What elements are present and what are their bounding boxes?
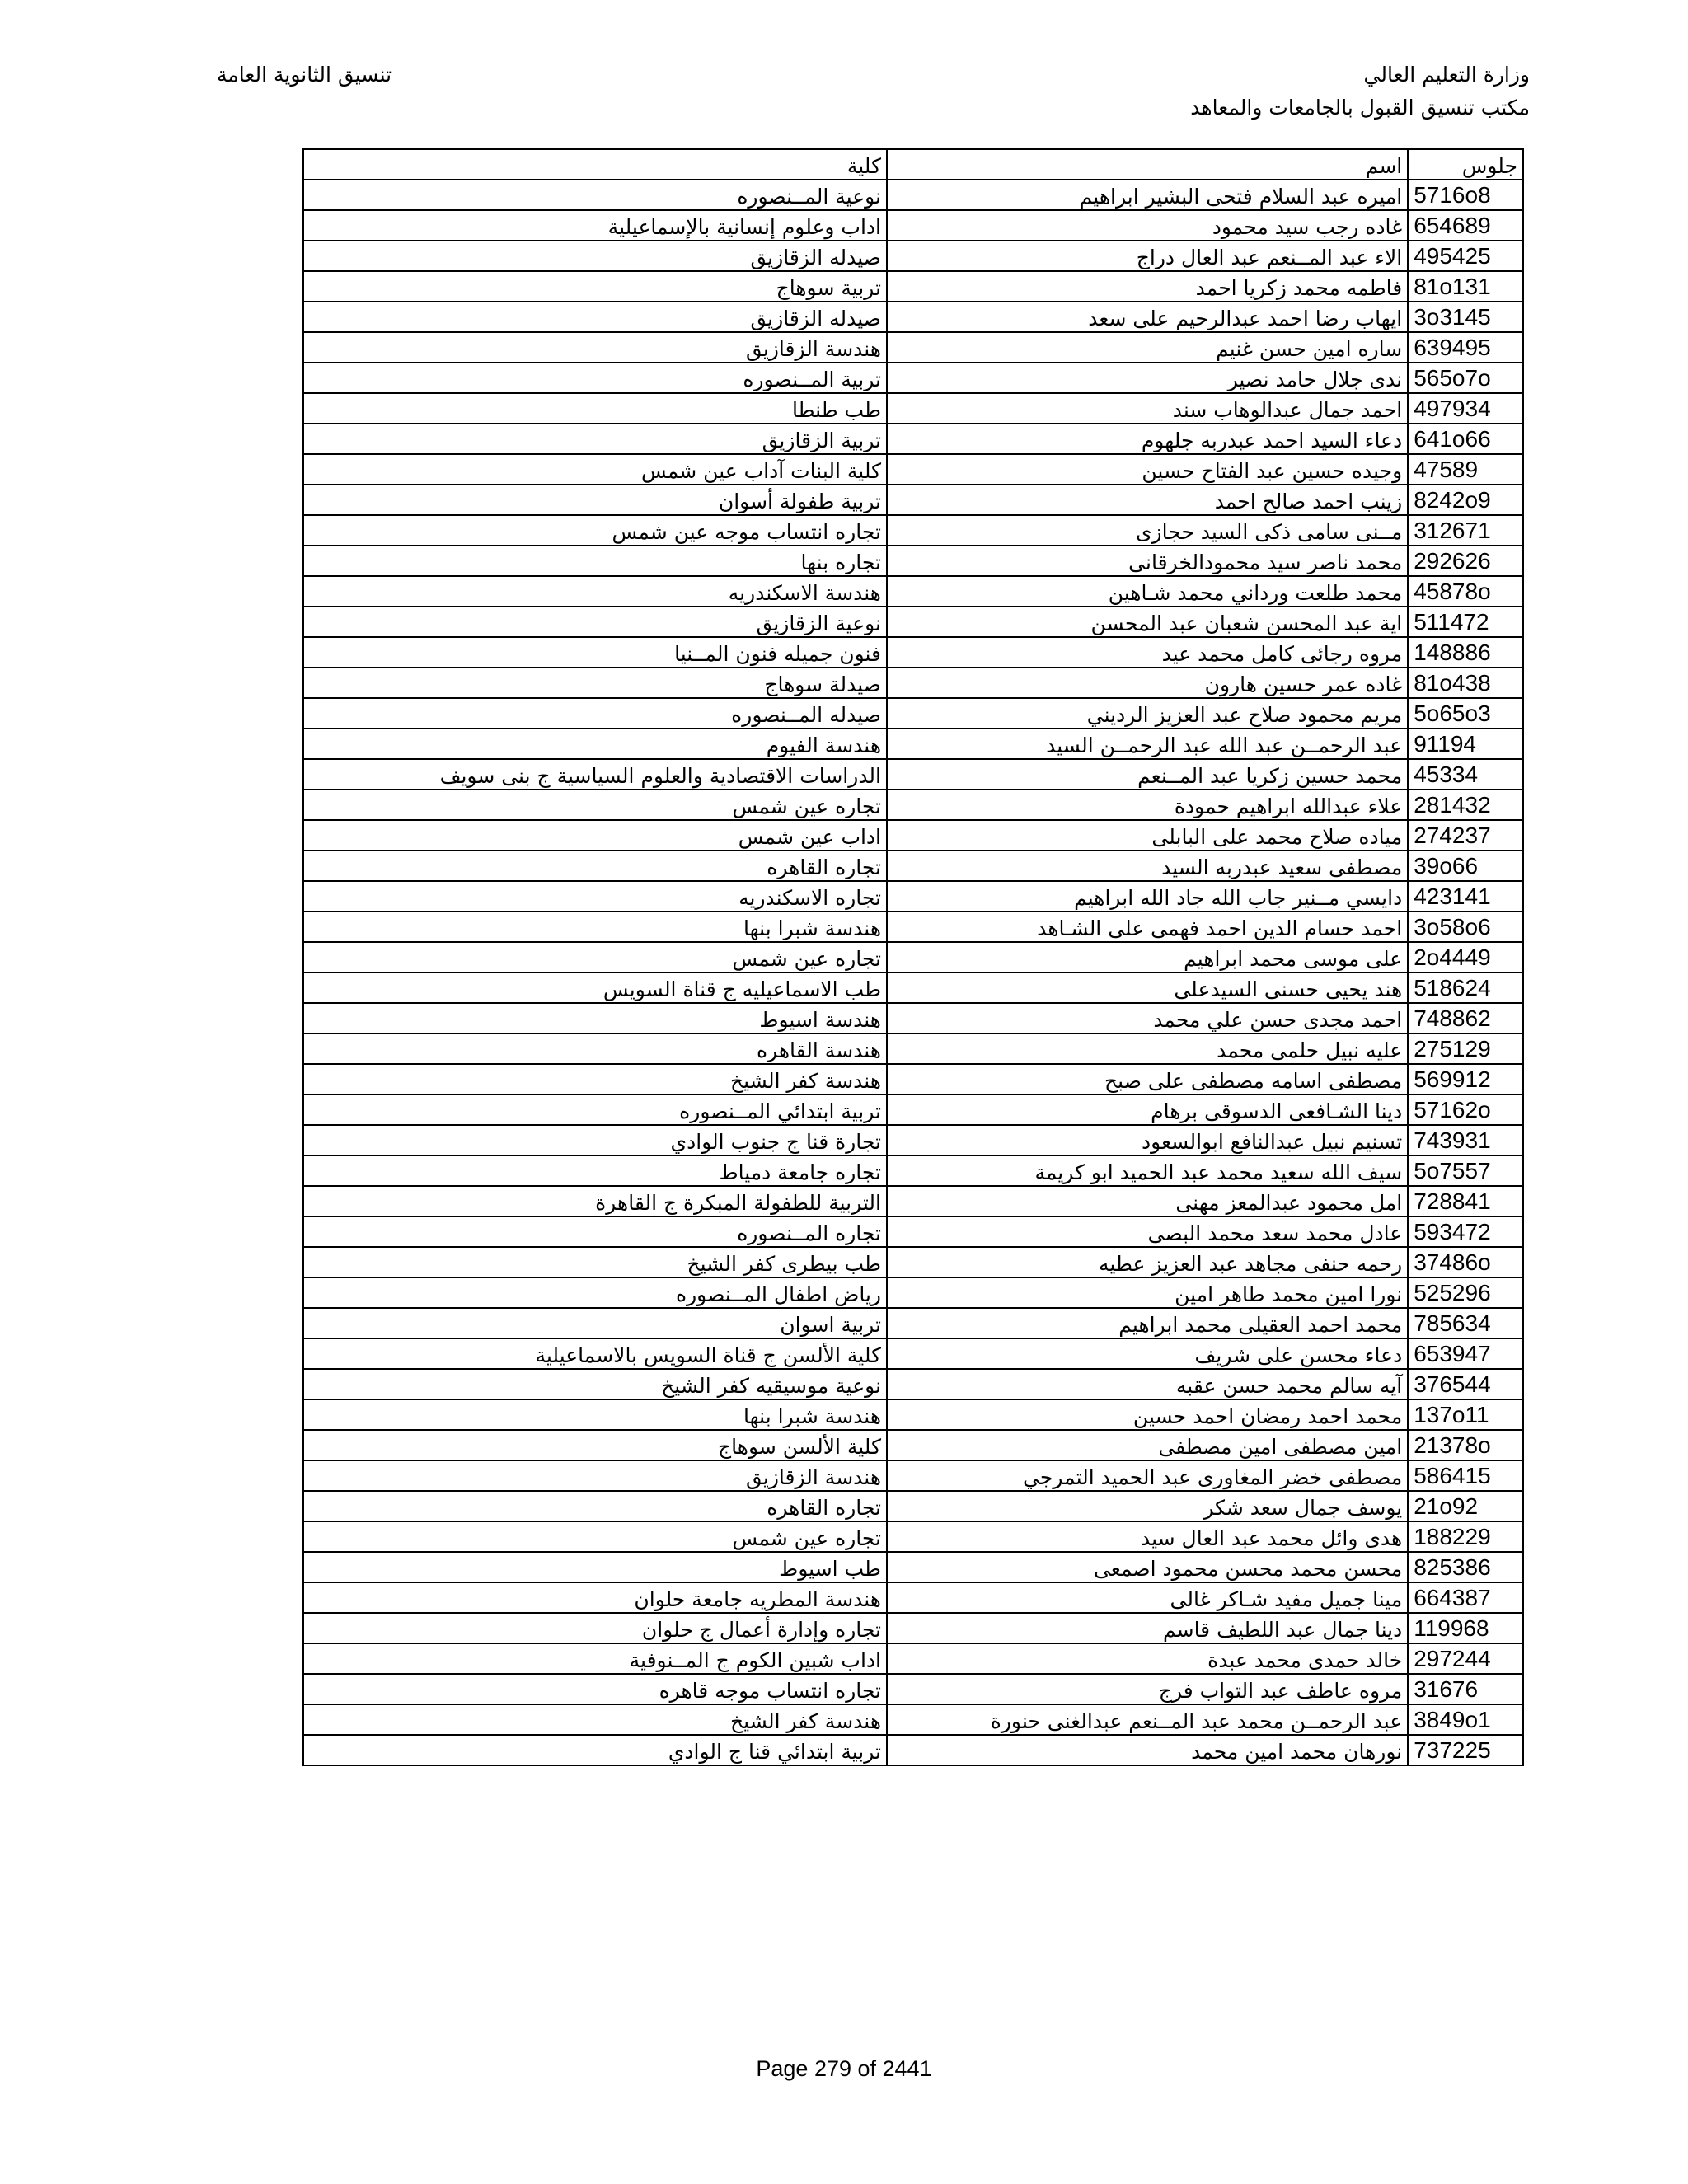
faculty-cell: تجاره القاهره	[303, 851, 887, 881]
faculty-cell: التربية للطفولة المبكرة ج القاهرة	[303, 1186, 887, 1216]
faculty-cell: هندسة كفر الشيخ	[303, 1064, 887, 1094]
table-row	[303, 607, 1523, 637]
faculty-cell: تجاره انتساب موجه قاهره	[303, 1674, 887, 1704]
table-row	[303, 1064, 1523, 1094]
table-row	[303, 1308, 1523, 1338]
student-name-cell: دعاء محسن على شريف	[887, 1338, 1408, 1369]
table-row	[303, 1216, 1523, 1247]
seat-number-cell: 495425	[1408, 241, 1523, 271]
student-name-cell: دينا جمال عبد اللطيف قاسم	[887, 1613, 1408, 1643]
faculty-cell: تجاره المــنصوره	[303, 1216, 887, 1247]
table-row	[303, 881, 1523, 912]
seat-number-cell: 569912	[1408, 1064, 1523, 1094]
table-row	[303, 546, 1523, 576]
seat-number-cell: 312671	[1408, 515, 1523, 546]
student-name-cell: عبد الرحمــن محمد عبد المــنعم عبدالغنى حنورة	[887, 1704, 1408, 1735]
faculty-cell: هندسة الزقازيق	[303, 1460, 887, 1491]
table-header-row	[303, 149, 1523, 180]
student-name-cell: دعاء السيد احمد عبدربه جلهوم	[887, 424, 1408, 454]
faculty-cell: تجاره القاهره	[303, 1491, 887, 1521]
student-name-cell: على موسى محمد ابراهيم	[887, 942, 1408, 972]
seat-number-cell: 81o438	[1408, 668, 1523, 698]
student-name-cell: ندى جلال حامد نصير	[887, 363, 1408, 393]
table-row	[303, 668, 1523, 698]
ministry-title: وزارة التعليم العالي	[1363, 63, 1530, 87]
student-name-cell: احمد مجدى حسن علي محمد	[887, 1003, 1408, 1033]
faculty-cell: رياض اطفال المــنصوره	[303, 1277, 887, 1308]
seat-number-cell: 5716o8	[1408, 180, 1523, 210]
table-row	[303, 912, 1523, 942]
student-name-cell: علاء عبدالله ابراهيم حمودة	[887, 790, 1408, 820]
faculty-cell: تجاره عين شمس	[303, 942, 887, 972]
seat-number-cell: 81o131	[1408, 271, 1523, 302]
student-name-cell: امل محمود عبدالمعز مهنى	[887, 1186, 1408, 1216]
seat-number-cell: 31676	[1408, 1674, 1523, 1704]
seat-number-cell: 593472	[1408, 1216, 1523, 1247]
seat-number-cell: 3o58o6	[1408, 912, 1523, 942]
student-name-cell: مروه رجائى كامل محمد عيد	[887, 637, 1408, 668]
faculty-cell: تربية اسوان	[303, 1308, 887, 1338]
faculty-cell: صيدلة سوهاج	[303, 668, 887, 698]
seat-number-cell: 639495	[1408, 332, 1523, 363]
table-row	[303, 1125, 1523, 1155]
table-row	[303, 393, 1523, 424]
table-row	[303, 1674, 1523, 1704]
table-row	[303, 576, 1523, 607]
student-name-cell: اية عبد المحسن شعبان عبد المحسن	[887, 607, 1408, 637]
table-row	[303, 363, 1523, 393]
seat-number-cell: 37486o	[1408, 1247, 1523, 1277]
coordination-title: تنسيق الثانوية العامة	[217, 63, 392, 87]
faculty-cell: هندسة الاسكندريه	[303, 576, 887, 607]
table-row	[303, 332, 1523, 363]
column-header-seat: جلوس	[1408, 149, 1523, 180]
student-name-cell: مصطفى خضر المغاورى عبد الحميد التمرجي	[887, 1460, 1408, 1491]
table-row	[303, 820, 1523, 851]
table-row	[303, 1613, 1523, 1643]
faculty-cell: صيدله الزقازيق	[303, 302, 887, 332]
seat-number-cell: 148886	[1408, 637, 1523, 668]
seat-number-cell: 518624	[1408, 972, 1523, 1003]
student-name-cell: هدى وائل محمد عبد العال سيد	[887, 1521, 1408, 1552]
seat-number-cell: 376544	[1408, 1369, 1523, 1399]
faculty-cell: نوعية موسيقيه كفر الشيخ	[303, 1369, 887, 1399]
student-name-cell: محمد احمد العقيلى محمد ابراهيم	[887, 1308, 1408, 1338]
student-name-cell: مصطفى اسامه مصطفى على صبح	[887, 1064, 1408, 1094]
seat-number-cell: 275129	[1408, 1033, 1523, 1064]
student-name-cell: مروه عاطف عبد التواب فرج	[887, 1674, 1408, 1704]
seat-number-cell: 3849o1	[1408, 1704, 1523, 1735]
seat-number-cell: 748862	[1408, 1003, 1523, 1033]
student-name-cell: غاده رجب سيد محمود	[887, 210, 1408, 241]
student-name-cell: زينب احمد صالح احمد	[887, 485, 1408, 515]
seat-number-cell: 825386	[1408, 1552, 1523, 1582]
faculty-cell: طب بيطرى كفر الشيخ	[303, 1247, 887, 1277]
student-name-cell: امين مصطفى امين مصطفى	[887, 1430, 1408, 1460]
faculty-cell: اداب وعلوم إنسانية بالإسماعيلية	[303, 210, 887, 241]
student-name-cell: الاء عبد المــنعم عبد العال دراج	[887, 241, 1408, 271]
seat-number-cell: 2o4449	[1408, 942, 1523, 972]
faculty-cell: طب اسيوط	[303, 1552, 887, 1582]
student-name-cell: احمد جمال عبدالوهاب سند	[887, 393, 1408, 424]
faculty-cell: هندسة الزقازيق	[303, 332, 887, 363]
seat-number-cell: 423141	[1408, 881, 1523, 912]
faculty-cell: كلية البنات آداب عين شمس	[303, 454, 887, 485]
faculty-cell: اداب شبين الكوم ج المــنوفية	[303, 1643, 887, 1674]
table-row	[303, 424, 1523, 454]
student-name-cell: محسن محمد محسن محمود اصمعى	[887, 1552, 1408, 1582]
faculty-cell: فنون جميله فنون المــنيا	[303, 637, 887, 668]
table-row	[303, 454, 1523, 485]
student-name-cell: هند يحيى حسنى السيدعلى	[887, 972, 1408, 1003]
student-name-cell: فاطمه محمد زكريا احمد	[887, 271, 1408, 302]
table-row	[303, 851, 1523, 881]
faculty-cell: كلية الألسن سوهاج	[303, 1430, 887, 1460]
seat-number-cell: 119968	[1408, 1613, 1523, 1643]
student-name-cell: رحمه حنفى مجاهد عبد العزيز عطيه	[887, 1247, 1408, 1277]
table-row	[303, 271, 1523, 302]
faculty-cell: تربية ابتدائي المــنصوره	[303, 1094, 887, 1125]
table-row	[303, 1003, 1523, 1033]
faculty-cell: هندسة اسيوط	[303, 1003, 887, 1033]
table-row	[303, 1430, 1523, 1460]
faculty-cell: هندسة الفيوم	[303, 729, 887, 759]
seat-number-cell: 641o66	[1408, 424, 1523, 454]
student-name-cell: وجيده حسين عبد الفتاح حسين	[887, 454, 1408, 485]
seat-number-cell: 8242o9	[1408, 485, 1523, 515]
student-name-cell: اميره عبد السلام فتحى البشير ابراهيم	[887, 180, 1408, 210]
student-name-cell: محمد احمد رمضان احمد حسين	[887, 1399, 1408, 1430]
faculty-cell: تجاره عين شمس	[303, 1521, 887, 1552]
seat-number-cell: 57162o	[1408, 1094, 1523, 1125]
faculty-cell: تربية طفولة أسوان	[303, 485, 887, 515]
faculty-cell: الدراسات الاقتصادية والعلوم السياسية ج بنى سويف	[303, 759, 887, 790]
seat-number-cell: 785634	[1408, 1308, 1523, 1338]
table-row	[303, 1247, 1523, 1277]
table-row	[303, 637, 1523, 668]
seat-number-cell: 21378o	[1408, 1430, 1523, 1460]
faculty-cell: هندسة القاهره	[303, 1033, 887, 1064]
office-title: مكتب تنسيق القبول بالجامعات والمعاهد	[1190, 96, 1530, 120]
table-row	[303, 1094, 1523, 1125]
table-row	[303, 1338, 1523, 1369]
student-name-cell: محمد حسين زكريا عبد المــنعم	[887, 759, 1408, 790]
student-name-cell: مينا جميل مفيد شـاكر غالى	[887, 1582, 1408, 1613]
seat-number-cell: 45878o	[1408, 576, 1523, 607]
table-row	[303, 302, 1523, 332]
faculty-cell: هندسة كفر الشيخ	[303, 1704, 887, 1735]
table-row	[303, 1735, 1523, 1765]
student-name-cell: سيف الله سعيد محمد عبد الحميد ابو كريمة	[887, 1155, 1408, 1186]
table-row	[303, 1552, 1523, 1582]
student-name-cell: نورهان محمد امين محمد	[887, 1735, 1408, 1765]
admissions-table	[302, 148, 1524, 1766]
student-name-cell: محمد ناصر سيد محمودالخرقانى	[887, 546, 1408, 576]
student-name-cell: مياده صلاح محمد على البابلى	[887, 820, 1408, 851]
student-name-cell: عبد الرحمــن عبد الله عبد الرحمــن السيد	[887, 729, 1408, 759]
student-name-cell: خالد حمدى محمد عبدة	[887, 1643, 1408, 1674]
page-number: Page 279 of 2441	[756, 2056, 932, 2081]
seat-number-cell: 21o92	[1408, 1491, 1523, 1521]
table-row	[303, 1369, 1523, 1399]
table-row	[303, 210, 1523, 241]
faculty-cell: طب طنطا	[303, 393, 887, 424]
student-name-cell: عليه نبيل حلمى محمد	[887, 1033, 1408, 1064]
seat-number-cell: 654689	[1408, 210, 1523, 241]
column-header-name: اسم	[887, 149, 1408, 180]
table-row	[303, 729, 1523, 759]
student-name-cell: يوسف جمال سعد شكر	[887, 1491, 1408, 1521]
student-name-cell: غاده عمر حسين هارون	[887, 668, 1408, 698]
seat-number-cell: 47589	[1408, 454, 1523, 485]
table-row	[303, 942, 1523, 972]
seat-number-cell: 188229	[1408, 1521, 1523, 1552]
seat-number-cell: 565o7o	[1408, 363, 1523, 393]
seat-number-cell: 91194	[1408, 729, 1523, 759]
seat-number-cell: 653947	[1408, 1338, 1523, 1369]
faculty-cell: صيدله الزقازيق	[303, 241, 887, 271]
column-header-faculty: كلية	[303, 149, 887, 180]
faculty-cell: تربية سوهاج	[303, 271, 887, 302]
faculty-cell: كلية الألسن ج قناة السويس بالاسماعيلية	[303, 1338, 887, 1369]
student-name-cell: دينا الشـافعى الدسوقى برهام	[887, 1094, 1408, 1125]
seat-number-cell: 743931	[1408, 1125, 1523, 1155]
seat-number-cell: 664387	[1408, 1582, 1523, 1613]
seat-number-cell: 297244	[1408, 1643, 1523, 1674]
seat-number-cell: 45334	[1408, 759, 1523, 790]
faculty-cell: تجاره انتساب موجه عين شمس	[303, 515, 887, 546]
faculty-cell: تجاره الاسكندريه	[303, 881, 887, 912]
faculty-cell: هندسة المطريه جامعة حلوان	[303, 1582, 887, 1613]
faculty-cell: تربية الزقازيق	[303, 424, 887, 454]
table-row	[303, 972, 1523, 1003]
seat-number-cell: 292626	[1408, 546, 1523, 576]
seat-number-cell: 137o11	[1408, 1399, 1523, 1430]
seat-number-cell: 5o7557	[1408, 1155, 1523, 1186]
seat-number-cell: 728841	[1408, 1186, 1523, 1216]
table-row	[303, 1460, 1523, 1491]
seat-number-cell: 281432	[1408, 790, 1523, 820]
table-row	[303, 1491, 1523, 1521]
seat-number-cell: 525296	[1408, 1277, 1523, 1308]
faculty-cell: صيدله المــنصوره	[303, 698, 887, 729]
seat-number-cell: 586415	[1408, 1460, 1523, 1491]
table-row	[303, 1704, 1523, 1735]
faculty-cell: نوعية الزقازيق	[303, 607, 887, 637]
faculty-cell: نوعية المــنصوره	[303, 180, 887, 210]
table-row	[303, 1399, 1523, 1430]
seat-number-cell: 497934	[1408, 393, 1523, 424]
faculty-cell: تربية ابتدائي قنا ج الوادي	[303, 1735, 887, 1765]
student-name-cell: تسنيم نبيل عبدالنافع ابوالسعود	[887, 1125, 1408, 1155]
student-name-cell: دايسي مــنير جاب الله جاد الله ابراهيم	[887, 881, 1408, 912]
student-name-cell: آيه سالم محمد حسن عقبه	[887, 1369, 1408, 1399]
faculty-cell: تجاره بنها	[303, 546, 887, 576]
seat-number-cell: 511472	[1408, 607, 1523, 637]
seat-number-cell: 274237	[1408, 820, 1523, 851]
table-row	[303, 1643, 1523, 1674]
table-row	[303, 1277, 1523, 1308]
student-name-cell: عادل محمد سعد محمد البصى	[887, 1216, 1408, 1247]
table-row	[303, 1033, 1523, 1064]
table-row	[303, 1186, 1523, 1216]
student-name-cell: مصطفى سعيد عبدربه السيد	[887, 851, 1408, 881]
faculty-cell: تجاره جامعة دمياط	[303, 1155, 887, 1186]
table-row	[303, 759, 1523, 790]
seat-number-cell: 5o65o3	[1408, 698, 1523, 729]
student-name-cell: مريم محمود صلاح عبد العزيز الرديني	[887, 698, 1408, 729]
seat-number-cell: 39o66	[1408, 851, 1523, 881]
table-row	[303, 1155, 1523, 1186]
faculty-cell: طب الاسماعيليه ج قناة السويس	[303, 972, 887, 1003]
table-body	[303, 180, 1523, 1765]
faculty-cell: اداب عين شمس	[303, 820, 887, 851]
faculty-cell: تجاره عين شمس	[303, 790, 887, 820]
table-row	[303, 515, 1523, 546]
table-row	[303, 1582, 1523, 1613]
student-name-cell: مــنى سامى ذكى السيد حجازى	[887, 515, 1408, 546]
table-row	[303, 180, 1523, 210]
student-name-cell: ايهاب رضا احمد عبدالرحيم على سعد	[887, 302, 1408, 332]
faculty-cell: تربية المــنصوره	[303, 363, 887, 393]
faculty-cell: هندسة شبرا بنها	[303, 1399, 887, 1430]
table-row	[303, 698, 1523, 729]
seat-number-cell: 737225	[1408, 1735, 1523, 1765]
faculty-cell: تجاره وإدارة أعمال ج حلوان	[303, 1613, 887, 1643]
student-name-cell: نورا امين محمد طاهر امين	[887, 1277, 1408, 1308]
table-row	[303, 241, 1523, 271]
student-name-cell: محمد طلعت ورداني محمد شـاهين	[887, 576, 1408, 607]
seat-number-cell: 3o3145	[1408, 302, 1523, 332]
table-row	[303, 790, 1523, 820]
table-row	[303, 485, 1523, 515]
student-name-cell: احمد حسام الدين احمد فهمى على الشـاهد	[887, 912, 1408, 942]
table-row	[303, 1521, 1523, 1552]
faculty-cell: هندسة شبرا بنها	[303, 912, 887, 942]
student-name-cell: ساره امين حسن غنيم	[887, 332, 1408, 363]
faculty-cell: تجارة قنا ج جنوب الوادي	[303, 1125, 887, 1155]
